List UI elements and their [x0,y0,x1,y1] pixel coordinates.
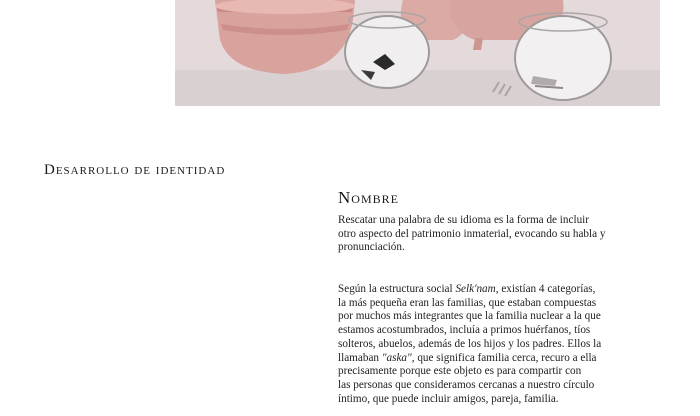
section-title: Desarrollo de identidad [44,162,226,178]
paragraph-line: íntimo, que puede incluir amigos, pareja, familia. [338,392,559,405]
paragraph-line [338,352,678,366]
text-segment: , existían 4 categorías, [495,283,596,295]
content-heading: Nombre [338,188,399,207]
paragraph-line: precisamente porque este objeto es para compartir con [338,365,582,378]
emphasis-term: Selk'nam [455,283,496,295]
text-segment: llamaban [338,351,382,364]
photo-illustration [175,0,660,106]
table-setting-photo [175,0,660,106]
paragraph-line: por muchos más integrantes que la familia nuclear a la que [338,310,601,323]
paragraph-line [338,283,678,297]
emphasis-term: "aska" [381,351,412,364]
intro-paragraph [338,214,678,255]
paragraph-line: pronunciación. [338,241,405,254]
paragraph-line: las personas que consideramos cercanas a nuestro círculo [338,378,595,391]
text-segment: Según la estructura social [338,283,456,295]
paragraph-line: la más pequeña eran las familias, que estaban compuestas [338,296,597,309]
paragraph-line: estamos acostumbrados, incluía a primos huérfanos, tíos [338,324,591,337]
paragraph-line: solteros, abuelos, además de los hijos y los padres. Ellos la [338,337,602,350]
text-segment: , que significa familia cerca, recuro a ella [411,351,597,364]
paragraph-line: otro aspecto del patrimonio inmaterial, evocando su habla y [338,227,606,240]
body-paragraph [338,283,678,406]
paragraph-line: Rescatar una palabra de su idioma es la forma de incluir [338,214,589,226]
